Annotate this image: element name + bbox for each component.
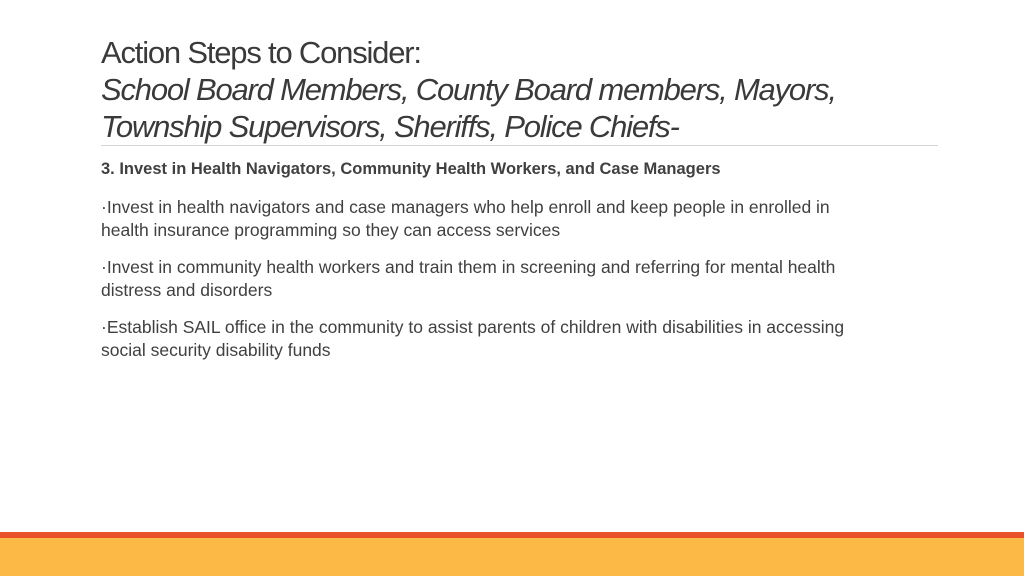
bullet-item bbox=[101, 316, 941, 362]
bullet-text-line: social security disability funds bbox=[101, 340, 331, 360]
bullet-item bbox=[101, 256, 941, 302]
title-line-audience-2: Township Supervisors, Sheriffs, Police Chiefs- bbox=[101, 109, 679, 144]
slide-body bbox=[101, 158, 941, 376]
footer-accent-bar-orange bbox=[0, 538, 1024, 576]
title-line-main: Action Steps to Consider: bbox=[101, 35, 421, 70]
bullet-text-line: ·Invest in health navigators and case managers who help enroll and keep people in enrolled in bbox=[101, 197, 830, 217]
slide-title bbox=[101, 34, 941, 145]
section-heading: 3. Invest in Health Navigators, Community Health Workers, and Case Managers bbox=[101, 160, 721, 178]
bullet-text-line: health insurance programming so they can access services bbox=[101, 220, 561, 240]
title-divider bbox=[101, 145, 938, 146]
bullet-text-line: ·Invest in community health workers and train them in screening and referring for mental health bbox=[101, 257, 836, 277]
title-line-audience-1: School Board Members, County Board members, Mayors, bbox=[101, 72, 836, 107]
bullet-item bbox=[101, 196, 941, 242]
bullet-text-line: distress and disorders bbox=[101, 280, 273, 300]
bullet-text-line: ·Establish SAIL office in the community to assist parents of children with disabilities in accessing bbox=[101, 317, 845, 337]
